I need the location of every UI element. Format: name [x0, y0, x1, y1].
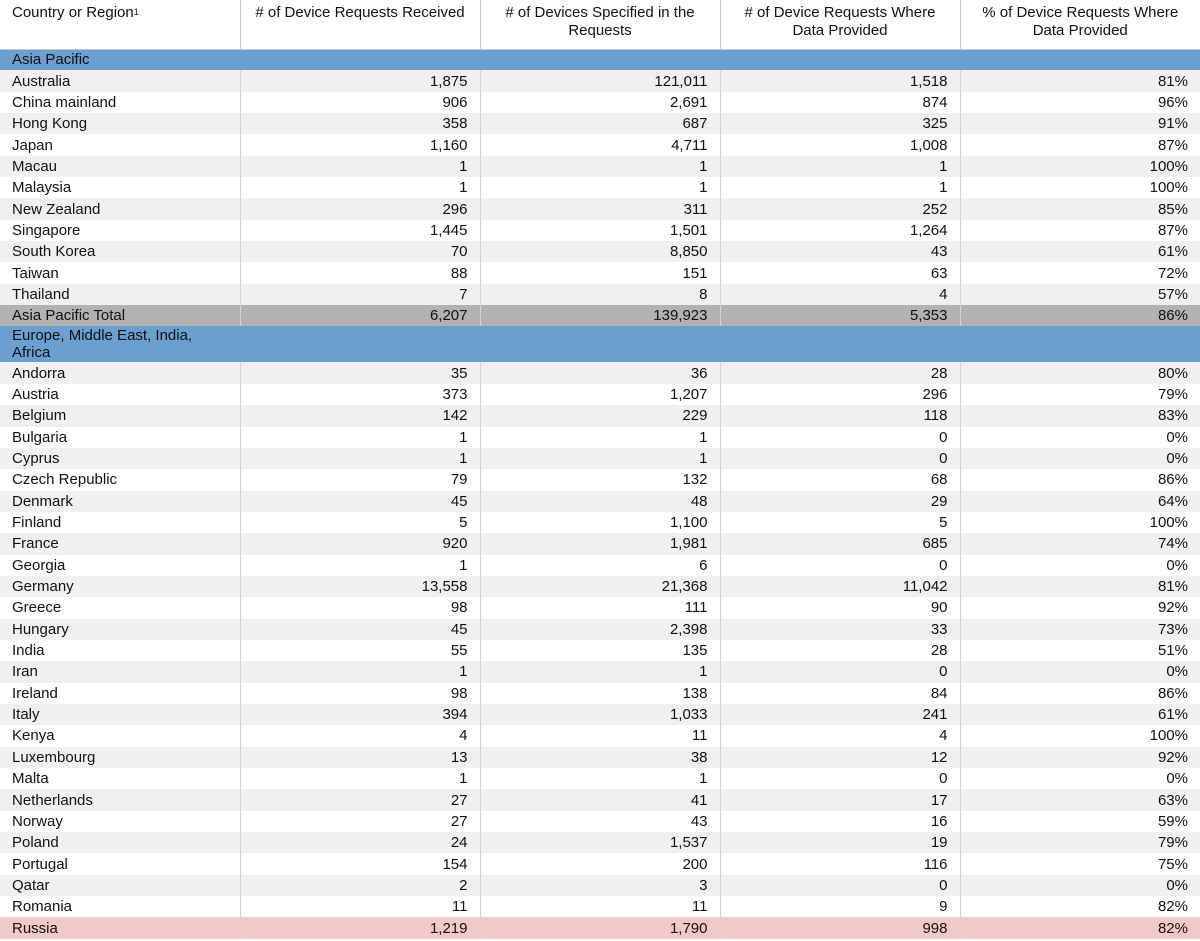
percent-provided-cell: 57% [960, 284, 1200, 305]
country-cell: South Korea [0, 241, 240, 262]
header-row [0, 0, 1200, 49]
table-row [0, 811, 1200, 832]
requests-received-cell: 142 [240, 405, 480, 426]
percent-provided-cell: 63% [960, 789, 1200, 810]
country-cell: Denmark [0, 491, 240, 512]
devices-specified-cell: 48 [480, 491, 720, 512]
percent-provided-cell: 100% [960, 512, 1200, 533]
country-cell: Japan [0, 134, 240, 155]
requests-received-cell: 1,219 [240, 917, 480, 938]
table-row [0, 896, 1200, 917]
devices-specified-cell: 1 [480, 427, 720, 448]
region-band-cell [240, 326, 480, 362]
header-devices-specified: # of Devices Specified in the Requests [480, 0, 720, 49]
devices-specified-cell: 200 [480, 853, 720, 874]
data-provided-cell: 0 [720, 875, 960, 896]
requests-received-cell: 27 [240, 789, 480, 810]
devices-specified-cell: 135 [480, 640, 720, 661]
percent-provided-cell: 0% [960, 448, 1200, 469]
percent-provided-cell: 81% [960, 576, 1200, 597]
table-row [0, 683, 1200, 704]
percent-provided-cell: 73% [960, 619, 1200, 640]
devices-specified-cell: 4,711 [480, 134, 720, 155]
country-cell: Romania [0, 896, 240, 917]
percent-provided-cell: 64% [960, 491, 1200, 512]
devices-specified-cell: 111 [480, 597, 720, 618]
data-provided-cell: 29 [720, 491, 960, 512]
devices-specified-cell: 1,501 [480, 220, 720, 241]
requests-received-cell: 11 [240, 896, 480, 917]
devices-specified-cell: 41 [480, 789, 720, 810]
percent-provided-cell: 81% [960, 70, 1200, 91]
table-row [0, 832, 1200, 853]
requests-received-cell: 1 [240, 448, 480, 469]
table-row [0, 789, 1200, 810]
data-provided-cell: 5 [720, 512, 960, 533]
data-provided-cell: 28 [720, 640, 960, 661]
data-provided-cell: 325 [720, 113, 960, 134]
header-country-label: Country or Region [12, 4, 134, 21]
requests-received-cell: 13,558 [240, 576, 480, 597]
requests-received-cell: 1 [240, 427, 480, 448]
requests-received-cell: 1,445 [240, 220, 480, 241]
region-band-cell [240, 49, 480, 70]
data-provided-cell: 16 [720, 811, 960, 832]
table-row [0, 448, 1200, 469]
table-row [0, 113, 1200, 134]
percent-provided-cell: 100% [960, 725, 1200, 746]
requests-received-cell: 7 [240, 284, 480, 305]
requests-received-cell: 6,207 [240, 305, 480, 326]
country-cell: Hungary [0, 619, 240, 640]
region-band-cell [720, 326, 960, 362]
devices-specified-cell: 132 [480, 469, 720, 490]
devices-specified-cell: 43 [480, 811, 720, 832]
percent-provided-cell: 82% [960, 917, 1200, 938]
devices-specified-cell: 1,100 [480, 512, 720, 533]
country-cell: Netherlands [0, 789, 240, 810]
footnote-marker: 1 [133, 7, 139, 17]
requests-received-cell: 1,875 [240, 70, 480, 91]
data-provided-cell: 68 [720, 469, 960, 490]
percent-provided-cell: 82% [960, 896, 1200, 917]
data-provided-cell: 1,008 [720, 134, 960, 155]
region-band-cell [960, 326, 1200, 362]
data-provided-cell: 4 [720, 284, 960, 305]
table-row [0, 92, 1200, 113]
data-provided-cell: 252 [720, 198, 960, 219]
data-provided-cell: 0 [720, 555, 960, 576]
country-cell: Greece [0, 597, 240, 618]
percent-provided-cell: 87% [960, 134, 1200, 155]
country-cell: Portugal [0, 853, 240, 874]
table-row [0, 725, 1200, 746]
devices-specified-cell: 11 [480, 896, 720, 917]
country-cell: Finland [0, 512, 240, 533]
devices-specified-cell: 1 [480, 156, 720, 177]
country-cell: New Zealand [0, 198, 240, 219]
requests-received-cell: 98 [240, 683, 480, 704]
table-row [0, 262, 1200, 283]
devices-specified-cell: 2,398 [480, 619, 720, 640]
table-row [0, 747, 1200, 768]
table-row [0, 134, 1200, 155]
devices-specified-cell: 6 [480, 555, 720, 576]
requests-received-cell: 45 [240, 619, 480, 640]
region-header-row [0, 326, 1200, 362]
data-provided-cell: 116 [720, 853, 960, 874]
percent-provided-cell: 92% [960, 597, 1200, 618]
table-row [0, 284, 1200, 305]
percent-provided-cell: 79% [960, 832, 1200, 853]
devices-specified-cell: 687 [480, 113, 720, 134]
table-row [0, 576, 1200, 597]
country-cell: Germany [0, 576, 240, 597]
devices-specified-cell: 139,923 [480, 305, 720, 326]
table-row [0, 853, 1200, 874]
requests-received-cell: 1 [240, 156, 480, 177]
devices-specified-cell: 138 [480, 683, 720, 704]
requests-received-cell: 35 [240, 362, 480, 383]
percent-provided-cell: 85% [960, 198, 1200, 219]
table-row [0, 198, 1200, 219]
requests-received-cell: 27 [240, 811, 480, 832]
requests-received-cell: 1 [240, 768, 480, 789]
data-provided-cell: 1 [720, 156, 960, 177]
country-cell: Belgium [0, 405, 240, 426]
table-row [0, 640, 1200, 661]
devices-specified-cell: 21,368 [480, 576, 720, 597]
country-cell: Russia [0, 917, 240, 938]
region-total-row [0, 305, 1200, 326]
requests-received-cell: 24 [240, 832, 480, 853]
percent-provided-cell: 91% [960, 113, 1200, 134]
region-label: Europe, Middle East, India, Africa [0, 326, 240, 362]
requests-received-cell: 98 [240, 597, 480, 618]
devices-specified-cell: 2,691 [480, 92, 720, 113]
percent-provided-cell: 61% [960, 241, 1200, 262]
devices-specified-cell: 1,207 [480, 384, 720, 405]
data-provided-cell: 685 [720, 533, 960, 554]
header-requests-received: # of Device Requests Received [240, 0, 480, 49]
devices-specified-cell: 8 [480, 284, 720, 305]
table-row [0, 917, 1200, 938]
region-label: Asia Pacific [0, 49, 240, 70]
requests-received-cell: 4 [240, 725, 480, 746]
country-cell: Hong Kong [0, 113, 240, 134]
header-percent-data-provided: % of Device Requests Where Data Provided [960, 0, 1200, 49]
table-row [0, 555, 1200, 576]
region-header-row [0, 49, 1200, 70]
devices-specified-cell: 38 [480, 747, 720, 768]
table-row [0, 704, 1200, 725]
data-provided-cell: 12 [720, 747, 960, 768]
percent-provided-cell: 100% [960, 156, 1200, 177]
country-cell: Norway [0, 811, 240, 832]
region-band-cell [720, 49, 960, 70]
country-cell: Poland [0, 832, 240, 853]
percent-provided-cell: 83% [960, 405, 1200, 426]
table-header [0, 0, 1200, 49]
table-row [0, 533, 1200, 554]
data-provided-cell: 4 [720, 725, 960, 746]
country-cell: Luxembourg [0, 747, 240, 768]
percent-provided-cell: 75% [960, 853, 1200, 874]
table-row [0, 220, 1200, 241]
percent-provided-cell: 96% [960, 92, 1200, 113]
header-requests-data-provided: # of Device Requests Where Data Provided [720, 0, 960, 49]
country-cell: France [0, 533, 240, 554]
data-provided-cell: 998 [720, 917, 960, 938]
data-provided-cell: 33 [720, 619, 960, 640]
devices-specified-cell: 1 [480, 661, 720, 682]
requests-received-cell: 45 [240, 491, 480, 512]
table-row [0, 427, 1200, 448]
data-provided-cell: 63 [720, 262, 960, 283]
table-row [0, 661, 1200, 682]
country-cell: Malaysia [0, 177, 240, 198]
requests-received-cell: 296 [240, 198, 480, 219]
country-cell: Cyprus [0, 448, 240, 469]
region-band-cell [480, 49, 720, 70]
devices-specified-cell: 1,537 [480, 832, 720, 853]
requests-received-cell: 13 [240, 747, 480, 768]
devices-specified-cell: 1,790 [480, 917, 720, 938]
requests-received-cell: 920 [240, 533, 480, 554]
table-row [0, 405, 1200, 426]
table-row [0, 875, 1200, 896]
table-body [0, 49, 1200, 939]
percent-provided-cell: 74% [960, 533, 1200, 554]
data-provided-cell: 17 [720, 789, 960, 810]
table-row [0, 619, 1200, 640]
requests-received-cell: 154 [240, 853, 480, 874]
data-provided-cell: 9 [720, 896, 960, 917]
percent-provided-cell: 0% [960, 661, 1200, 682]
devices-specified-cell: 151 [480, 262, 720, 283]
table-row [0, 70, 1200, 91]
requests-received-cell: 55 [240, 640, 480, 661]
country-cell: Bulgaria [0, 427, 240, 448]
data-provided-cell: 28 [720, 362, 960, 383]
percent-provided-cell: 87% [960, 220, 1200, 241]
requests-received-cell: 394 [240, 704, 480, 725]
country-cell: Malta [0, 768, 240, 789]
country-cell: Georgia [0, 555, 240, 576]
data-provided-cell: 1,264 [720, 220, 960, 241]
region-band-cell [480, 326, 720, 362]
percent-provided-cell: 0% [960, 875, 1200, 896]
percent-provided-cell: 100% [960, 177, 1200, 198]
country-cell: Austria [0, 384, 240, 405]
percent-provided-cell: 92% [960, 747, 1200, 768]
country-cell: Iran [0, 661, 240, 682]
country-cell: Singapore [0, 220, 240, 241]
country-cell: Australia [0, 70, 240, 91]
requests-received-cell: 358 [240, 113, 480, 134]
country-cell: India [0, 640, 240, 661]
devices-specified-cell: 1 [480, 768, 720, 789]
requests-received-cell: 1 [240, 177, 480, 198]
table-row [0, 384, 1200, 405]
requests-received-cell: 373 [240, 384, 480, 405]
requests-received-cell: 70 [240, 241, 480, 262]
percent-provided-cell: 79% [960, 384, 1200, 405]
requests-received-cell: 906 [240, 92, 480, 113]
percent-provided-cell: 86% [960, 469, 1200, 490]
percent-provided-cell: 0% [960, 555, 1200, 576]
devices-specified-cell: 8,850 [480, 241, 720, 262]
data-provided-cell: 241 [720, 704, 960, 725]
requests-received-cell: 2 [240, 875, 480, 896]
country-cell: Kenya [0, 725, 240, 746]
devices-specified-cell: 36 [480, 362, 720, 383]
devices-specified-cell: 1,981 [480, 533, 720, 554]
data-provided-cell: 874 [720, 92, 960, 113]
devices-specified-cell: 11 [480, 725, 720, 746]
country-cell: China mainland [0, 92, 240, 113]
data-provided-cell: 19 [720, 832, 960, 853]
requests-received-cell: 1,160 [240, 134, 480, 155]
data-provided-cell: 1 [720, 177, 960, 198]
country-cell: Ireland [0, 683, 240, 704]
data-provided-cell: 296 [720, 384, 960, 405]
data-provided-cell: 5,353 [720, 305, 960, 326]
devices-specified-cell: 229 [480, 405, 720, 426]
table-row [0, 241, 1200, 262]
percent-provided-cell: 51% [960, 640, 1200, 661]
country-cell: Italy [0, 704, 240, 725]
requests-received-cell: 88 [240, 262, 480, 283]
table-row [0, 597, 1200, 618]
country-cell: Macau [0, 156, 240, 177]
country-cell: Qatar [0, 875, 240, 896]
data-provided-cell: 43 [720, 241, 960, 262]
requests-received-cell: 5 [240, 512, 480, 533]
table-row [0, 512, 1200, 533]
devices-specified-cell: 1 [480, 448, 720, 469]
devices-specified-cell: 3 [480, 875, 720, 896]
table-row [0, 768, 1200, 789]
devices-specified-cell: 1 [480, 177, 720, 198]
percent-provided-cell: 72% [960, 262, 1200, 283]
data-provided-cell: 0 [720, 448, 960, 469]
devices-specified-cell: 121,011 [480, 70, 720, 91]
data-provided-cell: 0 [720, 768, 960, 789]
percent-provided-cell: 86% [960, 683, 1200, 704]
requests-received-cell: 1 [240, 555, 480, 576]
table-row [0, 177, 1200, 198]
table-row [0, 362, 1200, 383]
data-provided-cell: 118 [720, 405, 960, 426]
region-band-cell [960, 49, 1200, 70]
requests-received-cell: 1 [240, 661, 480, 682]
percent-provided-cell: 0% [960, 427, 1200, 448]
devices-specified-cell: 311 [480, 198, 720, 219]
requests-received-cell: 79 [240, 469, 480, 490]
country-cell: Andorra [0, 362, 240, 383]
percent-provided-cell: 86% [960, 305, 1200, 326]
country-cell: Taiwan [0, 262, 240, 283]
table-row [0, 156, 1200, 177]
data-provided-cell: 90 [720, 597, 960, 618]
devices-specified-cell: 1,033 [480, 704, 720, 725]
data-provided-cell: 84 [720, 683, 960, 704]
table-row [0, 491, 1200, 512]
percent-provided-cell: 59% [960, 811, 1200, 832]
percent-provided-cell: 61% [960, 704, 1200, 725]
country-cell: Thailand [0, 284, 240, 305]
table-row [0, 469, 1200, 490]
data-provided-cell: 0 [720, 661, 960, 682]
header-country [0, 0, 240, 49]
percent-provided-cell: 0% [960, 768, 1200, 789]
data-provided-cell: 1,518 [720, 70, 960, 91]
percent-provided-cell: 80% [960, 362, 1200, 383]
country-cell: Asia Pacific Total [0, 305, 240, 326]
data-provided-cell: 0 [720, 427, 960, 448]
country-cell: Czech Republic [0, 469, 240, 490]
data-provided-cell: 11,042 [720, 576, 960, 597]
